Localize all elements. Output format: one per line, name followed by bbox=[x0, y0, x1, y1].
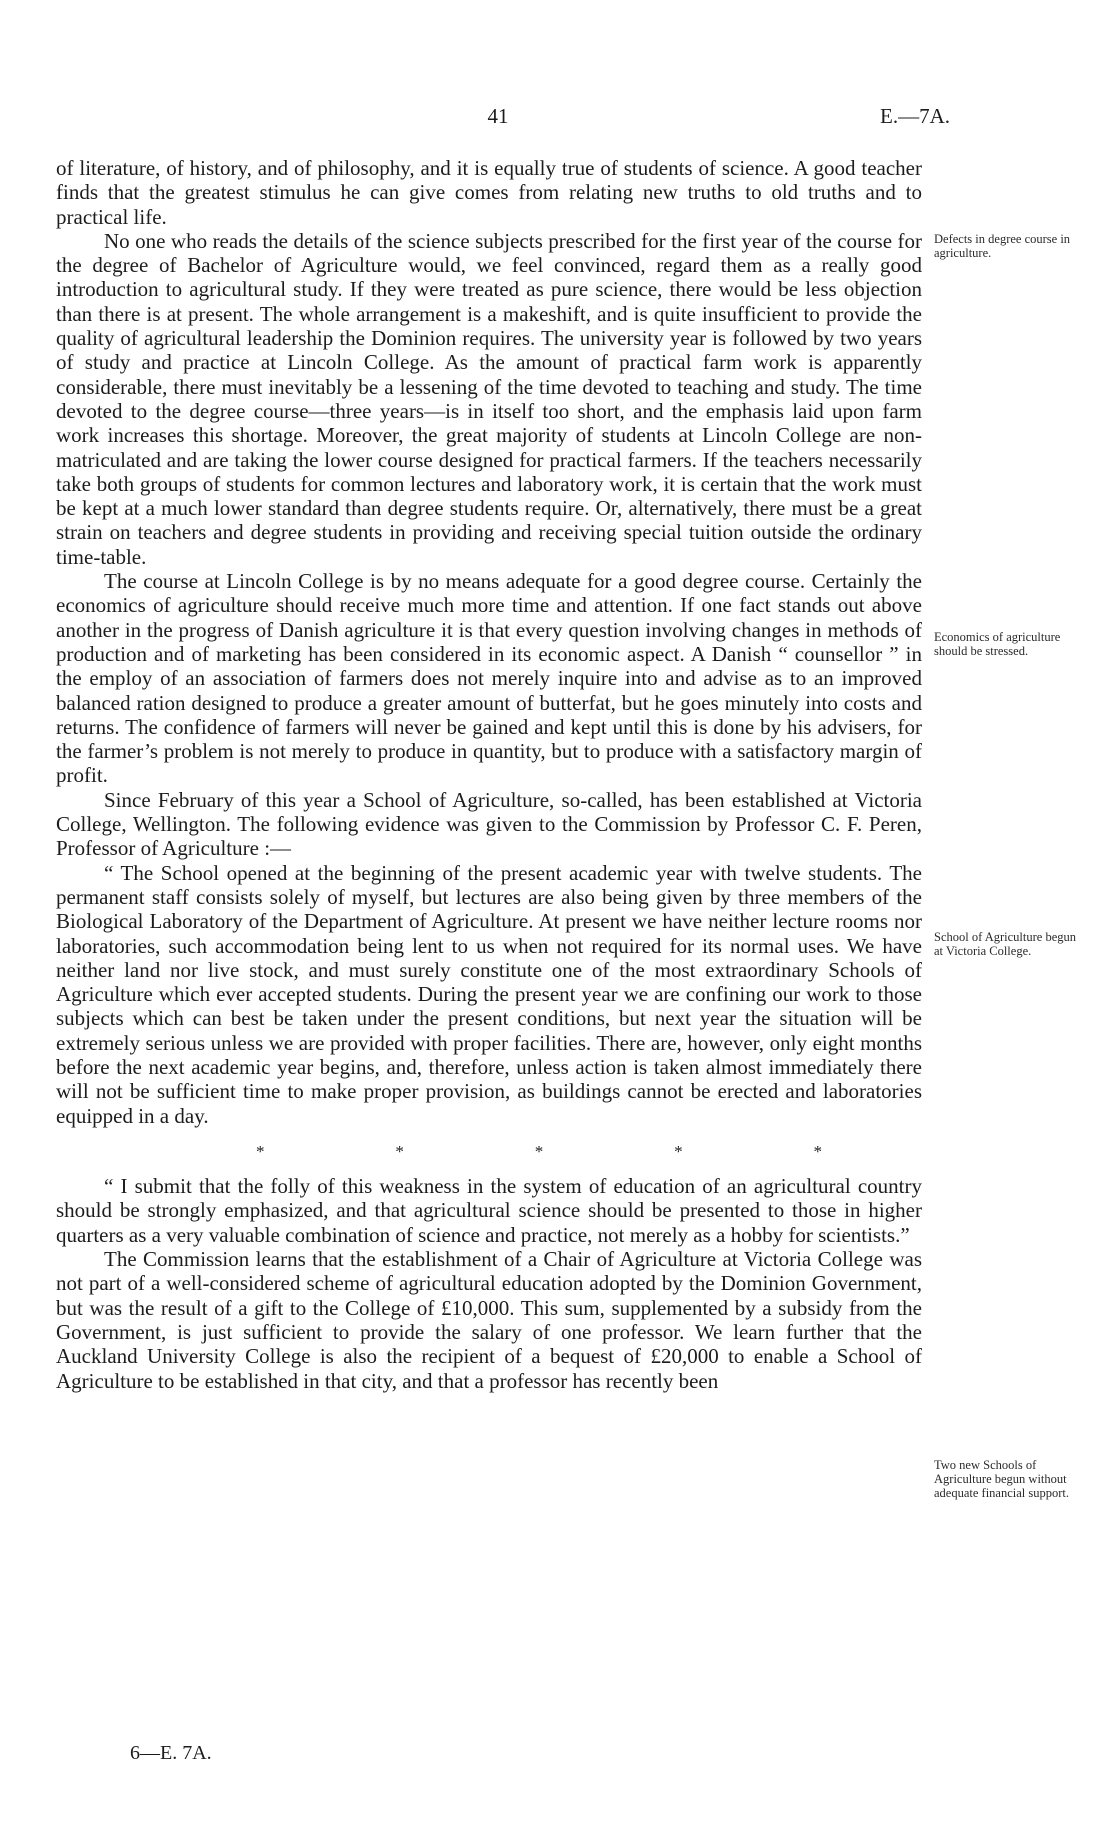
asterisk: * bbox=[534, 1141, 544, 1161]
paragraph: The course at Lincoln College is by no means adequate for a good degree course. Certainly the economics of agriculture should receive much more time and attention. If one fact stands out above another in the progress of Danish agriculture it is that every question involving changes in methods of production and of marketing has been considered in its economic aspect. A Danish “ counsellor ” in the employ of an association of farmers does not merely inquire into and advise as to an improved balanced ration designed to produce a greater amount of butterfat, but he goes minutely into costs and returns. The confidence of farmers will never be gained and kept until this is done by his advisers, for the farmer’s problem is not merely to produce in quantity, but to produce with a satisfactory margin of profit. bbox=[56, 569, 922, 788]
paragraph: No one who reads the details of the science subjects prescribed for the first year of the course for the degree of Bachelor of Agriculture would, we feel convinced, regard them as a really good introduction to agricultural study. If they were treated as pure science, there would be less objection than there is at present. The whole arrangement is a makeshift, and is quite insufficient to provide the quality of agricultural leadership the Dominion requires. The university year is followed by two years of study and practice at Lincoln College. As the amount of practical farm work is apparently considerable, there must inevitably be a lessening of the time devoted to teaching and study. The time devoted to the degree course—three years—is in itself too short, and the emphasis laid upon farm work increases this shortage. Moreover, the great majority of students at Lincoln College are non-matriculated and are taking the lower course designed for practical farmers. If the teachers necessarily take both groups of students for common lectures and laboratory work, it is certain that the work must be kept at a much lower standard than degree students require. Or, alternatively, there must be a great strain on teachers and degree students in providing and receiving special tuition outside the ordinary time-table. bbox=[56, 228, 922, 569]
footer-signature: 6—E. 7A. bbox=[130, 1742, 212, 1764]
page-number: 41 bbox=[487, 104, 509, 128]
asterisk: * bbox=[813, 1141, 822, 1161]
paragraph: The Commission learns that the establishment of a Chair of Agriculture at Victoria College was not part of a well-considered scheme of agricultural education adopted by the Dominion Government, but was the result of a gift to the College of £10,000. This sum, supplemented by a subsidy from the Government, is just sufficient to provide the salary of one professor. We learn further that the Auckland University College is also the recipient of a bequest of £20,000 to enable a School of Agriculture to be established in that city, and that a professor has recently been bbox=[56, 1247, 922, 1393]
asterisk: * bbox=[256, 1141, 265, 1161]
asterisk: * bbox=[674, 1141, 683, 1161]
margin-note: School of Agriculture begun at Victoria College. bbox=[934, 930, 1076, 958]
document-code: E.—7A. bbox=[880, 104, 950, 128]
margin-note: Defects in degree course in agriculture. bbox=[934, 232, 1071, 260]
body-text bbox=[56, 156, 922, 1393]
paragraph: Since February of this year a School of Agriculture, so-called, has been established at Victoria College, Wellington. The following evidence was given to the Commission by Professor C. F. Peren, Professor of Agriculture :— bbox=[56, 787, 922, 861]
quoted-paragraph: “ I submit that the folly of this weakness in the system of education of an agricultural country should be strongly emphasized, and that agricultural science should be presented to those in higher quarters as a very valuable combination of science and practice, not merely as a hobby for scientists.” bbox=[56, 1174, 922, 1247]
margin-note: Economics of agriculture should be stressed. bbox=[934, 630, 1061, 658]
asterisk: * bbox=[395, 1141, 404, 1161]
margin-note: Two new Schools of Agriculture begun without adequate financial support. bbox=[934, 1458, 1070, 1500]
paragraph: of literature, of history, and of philosophy, and it is equally true of students of science. A good teacher finds that the greatest stimulus he can give comes from relating new truths to old truths and to practical life. bbox=[56, 156, 922, 229]
section-separator bbox=[56, 1134, 922, 1170]
quoted-paragraph: “ The School opened at the beginning of the present academic year with twelve students. The permanent staff consists solely of myself, but lectures are also being given by three members of the Biological Laboratory of the Department of Agriculture. At present we have neither lecture rooms nor laboratories, such accommodation being lent to us when not required for its normal uses. We have neither land nor live stock, and must surely constitute one of the most extraordinary Schools of Agriculture which ever accepted students. During the present year we are confining our work to those subjects which can best be taken under the present conditions, but next year the situation will be extremely serious unless we are provided with proper facilities. There are, however, only eight months before the next academic year begins, and, therefore, unless action is taken almost immediately there will not be sufficient time to make proper provision, as buildings cannot be erected and laboratories equipped in a day. bbox=[56, 860, 922, 1128]
